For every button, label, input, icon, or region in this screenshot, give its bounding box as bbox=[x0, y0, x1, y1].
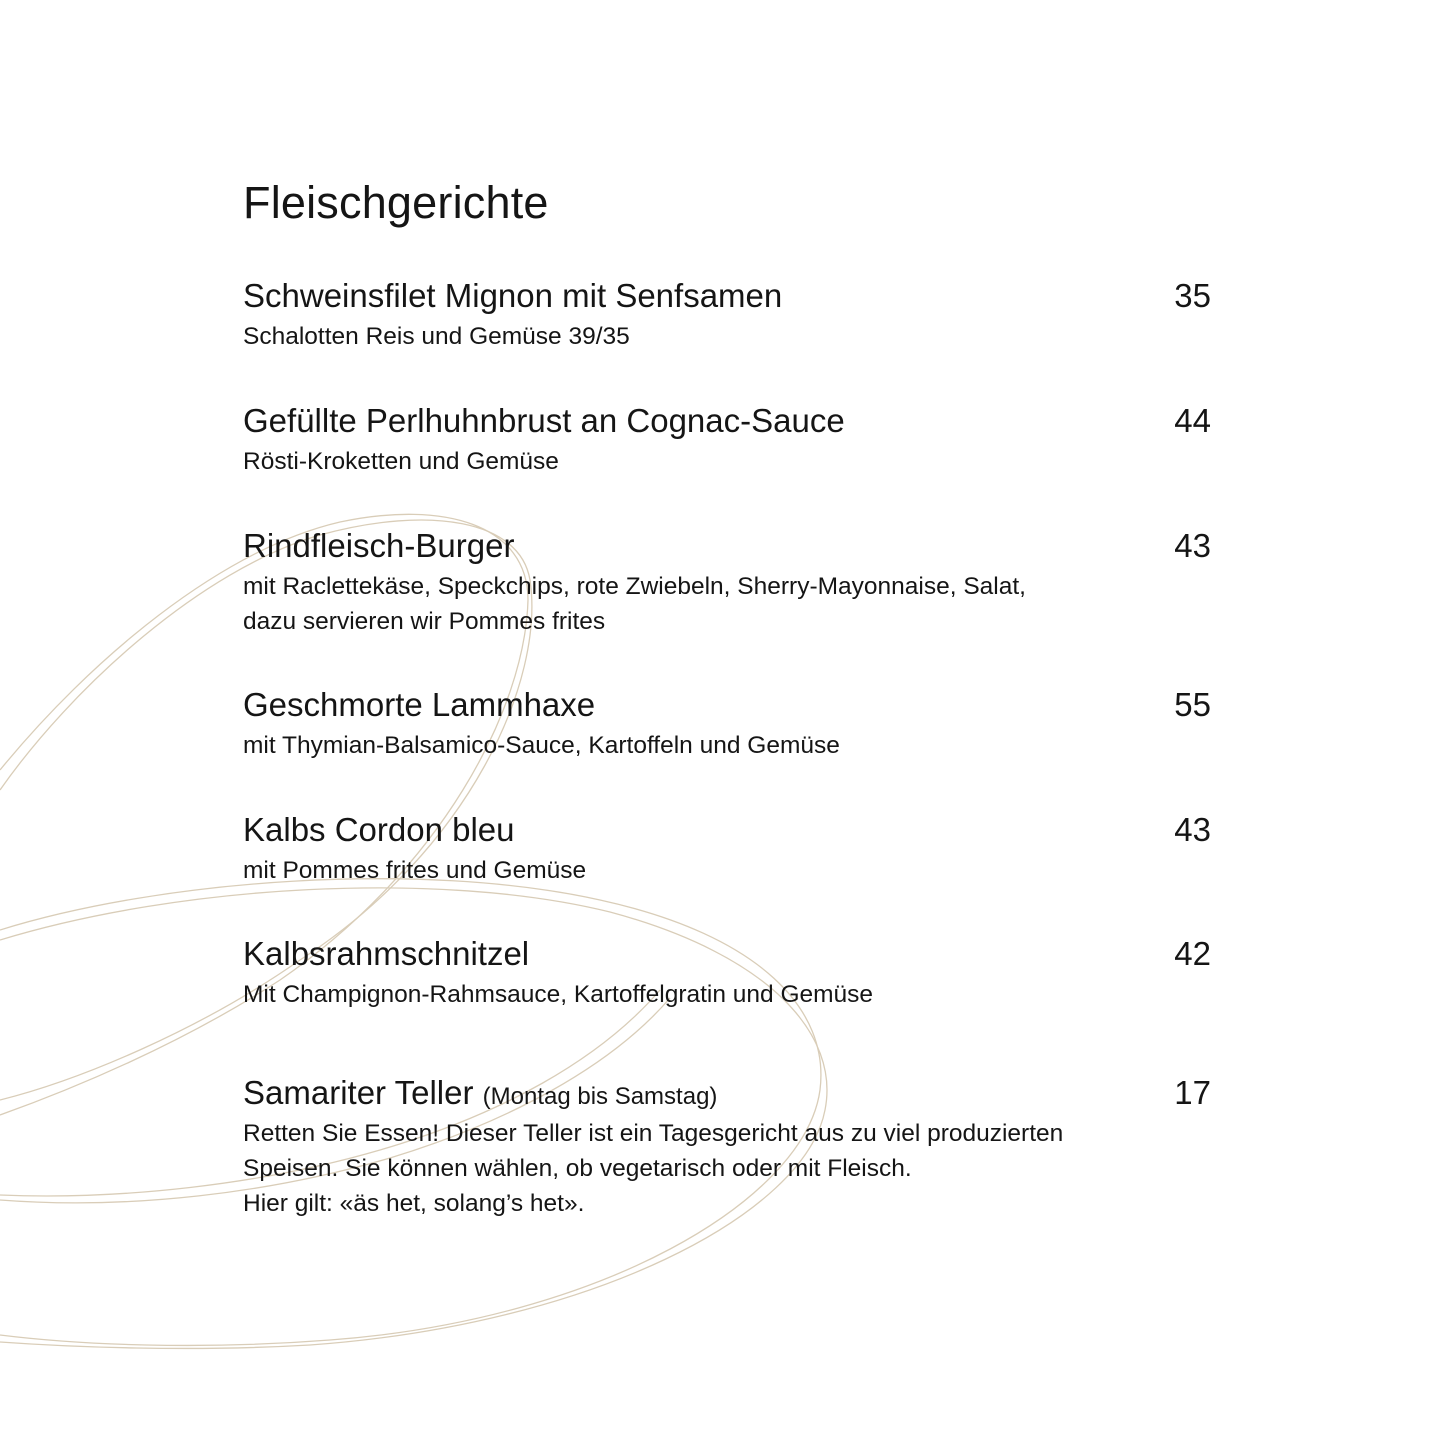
description-line: mit Pommes frites und Gemüse bbox=[243, 857, 587, 884]
menu-item-header bbox=[243, 934, 1211, 974]
menu-item bbox=[243, 685, 1211, 763]
menu-item-header bbox=[243, 1073, 1211, 1113]
description-line: Speisen. Sie können wählen, ob vegetarisch oder mit Fleisch. bbox=[243, 1155, 912, 1182]
menu-item bbox=[243, 526, 1211, 639]
menu-item bbox=[243, 934, 1211, 1012]
description-line: dazu servieren wir Pommes frites bbox=[243, 608, 606, 635]
dish-price: 43 bbox=[1174, 527, 1211, 564]
dish-name-text: Samariter Teller bbox=[243, 1074, 474, 1111]
dish-price: 43 bbox=[1174, 811, 1211, 848]
dish-price: 35 bbox=[1174, 277, 1211, 314]
dish-description bbox=[243, 977, 1211, 1012]
description-line: Rösti-Kroketten und Gemüse bbox=[243, 448, 559, 475]
menu-item-header bbox=[243, 810, 1211, 850]
dish-name bbox=[243, 1073, 717, 1117]
dish-description bbox=[243, 319, 1211, 354]
dish-price: 42 bbox=[1174, 935, 1211, 972]
description-line: mit Raclettekäse, Speckchips, rote Zwiebeln, Sherry-Mayonnaise, Salat, bbox=[243, 573, 1026, 600]
dish-name: Rindfleisch-Burger bbox=[243, 527, 515, 564]
dish-description bbox=[243, 569, 1211, 639]
dish-name: Schweinsfilet Mignon mit Senfsamen bbox=[243, 277, 783, 314]
dish-description bbox=[243, 853, 1211, 888]
dish-name: Gefüllte Perlhuhnbrust an Cognac-Sauce bbox=[243, 402, 845, 439]
menu-item-header bbox=[243, 685, 1211, 725]
dish-description bbox=[243, 728, 1211, 763]
dish-description bbox=[243, 444, 1211, 479]
dish-price: 17 bbox=[1174, 1074, 1211, 1111]
dish-price: 44 bbox=[1174, 402, 1211, 439]
dish-name: Kalbsrahmschnitzel bbox=[243, 935, 530, 972]
description-line: Mit Champignon-Rahmsauce, Kartoffelgratin und Gemüse bbox=[243, 981, 874, 1008]
description-line: mit Thymian-Balsamico-Sauce, Kartoffeln und Gemüse bbox=[243, 732, 840, 759]
menu-item-header bbox=[243, 526, 1211, 566]
dish-name: Geschmorte Lammhaxe bbox=[243, 686, 596, 723]
dish-price: 55 bbox=[1174, 686, 1211, 723]
description-line: Hier gilt: «äs het, solang’s het». bbox=[243, 1190, 585, 1217]
menu-item bbox=[243, 276, 1211, 354]
menu-item bbox=[243, 1073, 1211, 1221]
menu-item bbox=[243, 810, 1211, 888]
menu-item-header bbox=[243, 401, 1211, 441]
menu-item-header bbox=[243, 276, 1211, 316]
menu-item bbox=[243, 401, 1211, 479]
description-line: Retten Sie Essen! Dieser Teller ist ein Tagesgericht aus zu viel produzierten bbox=[243, 1120, 1064, 1147]
dish-name: Kalbs Cordon bleu bbox=[243, 811, 515, 848]
dish-description bbox=[243, 1116, 1211, 1221]
dish-availability-note: (Montag bis Samstag) bbox=[482, 1083, 718, 1110]
section-title: Fleischgerichte bbox=[243, 177, 549, 228]
description-line: Schalotten Reis und Gemüse 39/35 bbox=[243, 323, 630, 350]
